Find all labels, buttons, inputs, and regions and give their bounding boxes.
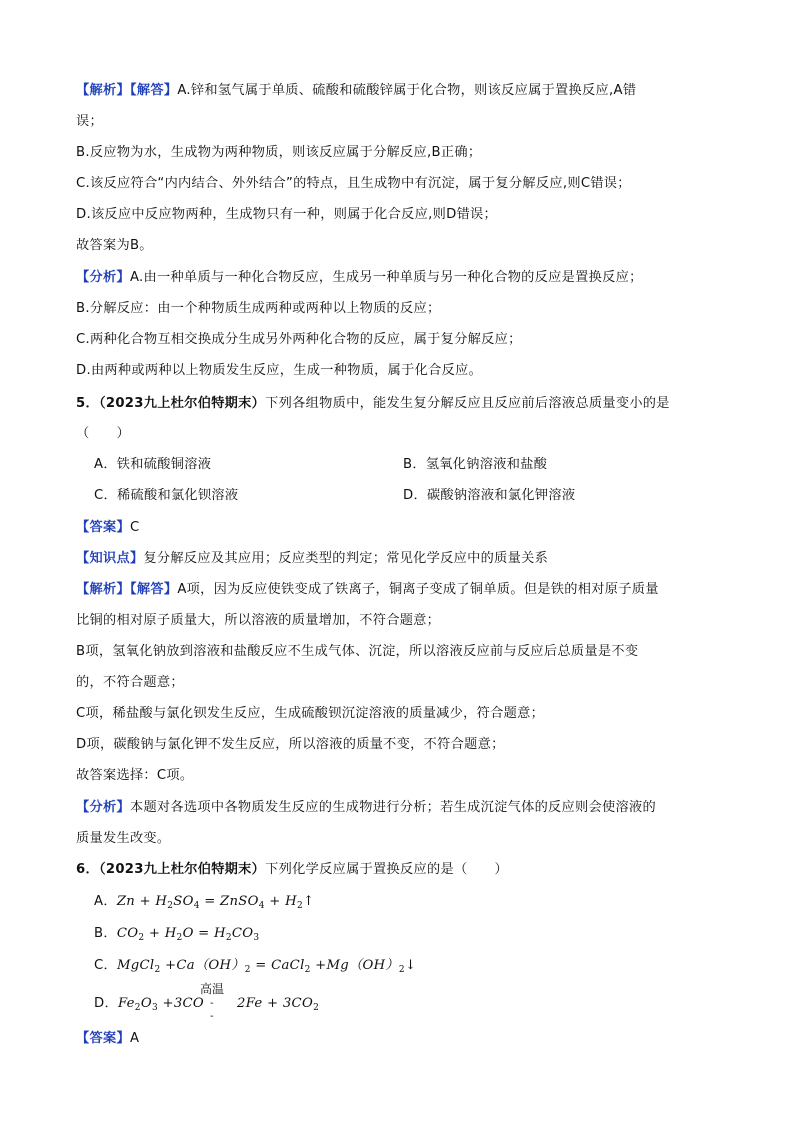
q4-fenxi-text-1: A.由一种单质与一种化合物反应，生成另一种单质与另一种化合物的反应是置换反应；	[129, 270, 643, 285]
q6-option-d-dash-bottom: -	[210, 1011, 214, 1022]
q5-fenxi-line-1b: 质量发生改变。	[76, 831, 171, 846]
q5-option-b: B．氢氧化钠溶液和盐酸	[403, 457, 548, 472]
q5-jieda-line-4: D项，碳酸钠与氯化钾不发生反应，所以溶液的质量不变，不符合题意；	[76, 737, 505, 752]
q5-jieda-line-1b: 比铜的相对原子质量大，所以溶液的质量增加，不符合题意；	[76, 613, 441, 628]
q4-fenxi-line-3: C.两种化合物互相交换成分生成另外两种化合物的反应，属于复分解反应；	[76, 332, 522, 347]
q6-option-b	[94, 924, 259, 948]
q5-option-c: C．稀硫酸和氯化钡溶液	[94, 488, 239, 503]
q6-answer: A	[129, 1031, 140, 1046]
q5-option-a: A．铁和硫酸铜溶液	[94, 457, 212, 472]
q5-fenxi-line-1	[76, 798, 656, 818]
jiexi-tag: 【解析】	[76, 83, 130, 98]
q6-option-a	[94, 892, 314, 916]
q6-option-d	[94, 994, 319, 1018]
q6-option-a-equation: $Zn + H_2SO_4$ = ZnSO$_4$ + $H_2↑$	[116, 894, 315, 911]
q5-paren: （ ）	[76, 426, 130, 441]
q5-jieda-line-3: C项，稀盐酸与氯化钡发生反应，生成硫酸钡沉淀溶液的质量减少，符合题意；	[76, 706, 545, 721]
q6-option-c-label: C．	[94, 958, 117, 973]
q5-knowledge-line	[76, 549, 548, 569]
q5-stem	[76, 394, 670, 414]
q4-jieda-line-2: B.反应物为水，生成物为两种物质，则该反应属于分解反应,B正确；	[76, 145, 482, 160]
q5-stem-text: 下列各组物质中，能发生复分解反应且反应前后溶液总质量变小的是	[265, 396, 670, 411]
q5-answer: C	[129, 520, 140, 535]
q5-number: 5．	[76, 396, 99, 411]
q6-answer-line	[76, 1029, 139, 1049]
q5-jieda-line-1	[76, 580, 659, 600]
jieda-tag: 【解答】	[129, 582, 178, 597]
q5-source: （2023九上杜尔伯特期末）	[98, 396, 266, 411]
q6-stem-text: 下列化学反应属于置换反应的是（ ）	[265, 862, 508, 877]
q5-jieda-line-2b: 的，不符合题意；	[76, 675, 184, 690]
jieda-tag: 【解答】	[129, 83, 178, 98]
daan-tag: 【答案】	[76, 520, 130, 535]
jiexi-tag: 【解析】	[76, 582, 130, 597]
q5-fenxi-text-1: 本题对各选项中各物质发生反应的生成物进行分析；若生成沉淀气体的反应则会使溶液的	[129, 800, 656, 815]
q6-option-d-equation: $Fe_2O_3 +3CO$ $2Fe + 3CO_2$	[117, 996, 320, 1013]
q6-option-d-condition: 高温	[200, 982, 225, 996]
q5-jieda-line-2: B项，氢氧化钠放到溶液和盐酸反应不生成气体、沉淀，所以溶液反应前与反应后总质量是不变	[76, 644, 639, 659]
q6-option-a-label: A．	[94, 894, 117, 909]
fenxi-tag: 【分析】	[76, 800, 130, 815]
q6-option-c-equation: MgCl$_2$ $+Ca(OH)_2$ = CaCl$_2$ $+Mg(OH)_2↓$	[117, 958, 417, 975]
q4-fenxi-line-2: B.分解反应：由一个种物质生成两种或两种以上物质的反应；	[76, 301, 441, 316]
q4-fenxi-line-1	[76, 268, 643, 288]
q6-source: （2023九上杜尔伯特期末）	[98, 862, 266, 877]
q6-option-b-equation: $CO_2 + H_2O = H_2CO_3$	[116, 926, 260, 943]
daan-tag: 【答案】	[76, 1031, 130, 1046]
q6-option-b-label: B．	[94, 926, 117, 941]
q5-knowledge: 复分解反应及其应用；反应类型的判定；常见化学反应中的质量关系	[143, 551, 549, 566]
q5-jieda-line-5: 故答案选择：C项。	[76, 768, 194, 783]
q4-jieda-line-4: D.该反应中反应物两种，生成物只有一种，则属于化合反应,则D错误；	[76, 207, 498, 222]
q5-answer-line	[76, 518, 139, 538]
fenxi-tag: 【分析】	[76, 270, 130, 285]
q4-fenxi-line-4: D.由两种或两种以上物质发生反应，生成一种物质，属于化合反应。	[76, 363, 483, 378]
q5-option-d: D．碳酸钠溶液和氯化钾溶液	[403, 488, 576, 503]
q4-jieda-line-1b: 误；	[76, 114, 103, 129]
q4-jieda-line-1	[76, 81, 636, 101]
q4-jieda-text-1: A.锌和氢气属于单质、硫酸和硫酸锌属于化合物，则该反应属于置换反应,A错	[177, 83, 637, 98]
q5-jieda-text-1: A项，因为反应使铁变成了铁离子，铜离子变成了铜单质。但是铁的相对原子质量	[177, 582, 659, 597]
q4-jieda-line-5: 故答案为B。	[76, 238, 153, 253]
q4-jieda-line-3: C.该反应符合“内内结合、外外结合”的特点，且生成物中有沉淀，属于复分解反应,则C错误；	[76, 176, 631, 191]
q6-stem	[76, 860, 508, 880]
zhishidian-tag: 【知识点】	[76, 551, 144, 566]
q6-number: 6．	[76, 862, 99, 877]
q6-option-c	[94, 956, 416, 980]
q6-option-d-label: D．	[94, 996, 118, 1011]
q6-option-d-dash-top: -	[210, 998, 214, 1009]
